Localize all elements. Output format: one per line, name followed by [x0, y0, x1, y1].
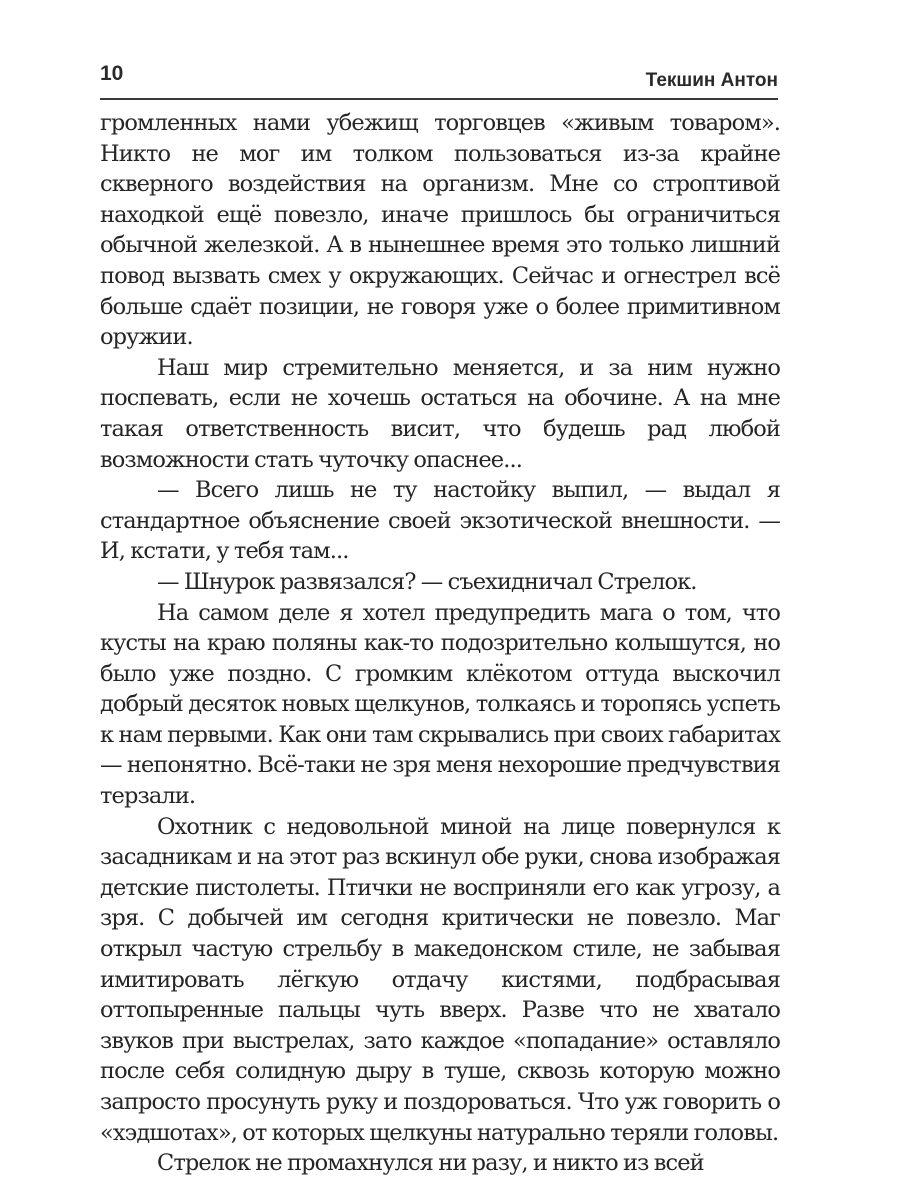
body-text: [100, 108, 780, 1179]
paragraph: громленных нами убежищ торговцев «живым товаром». Никто не мог им толком пользоваться из-за крайне скверного воздействия на организм. Мне со строптивой находкой ещё повезло, иначе пришлось бы ограничиться обычной железкой. А в нынешнее время это только лишний повод вызвать смех у окружающих. Сейчас и огнестрел всё больше сдаёт позиции, не говоря уже о более примитивном оружии.: [100, 110, 780, 351]
paragraph: Наш мир стремительно меняется, и за ним нужно поспевать, если не хочешь остаться на обочине. А на мне такая ответственность висит, что будешь рад любой возможности стать чуточку опаснее...: [100, 354, 780, 473]
paragraph: — Шнурок развязался? — съехидничал Стрелок.: [157, 568, 697, 595]
running-title: Текшин Антон: [645, 70, 778, 91]
paragraph: — Всего лишь не ту настойку выпил, — выдал я стандартное объяснение своей экзотической внешности. — И, кстати, у тебя там...: [100, 477, 780, 565]
paragraph: Охотник с недовольной миной на лице повернулся к засадникам и на этот раз вскинул обе руки, снова изображая детские пистолеты. Птички не восприняли его как угрозу, а зря. С добычей им сегодня критически не повезло. Маг открыл частую стрельбу в македонском стиле, не забывая имитировать лёгкую отдачу кистями, подбрасывая оттопыренные пальцы чуть вверх. Разве что не хватало звуков при выстрелах, зато каждое «попадание» оставляло после себя солидную дыру в туше, сквозь которую можно запросто просунуть руку и поздороваться. Что уж говорить о «хэдшотах», от которых щелкуны натурально теряли головы.: [100, 813, 780, 1146]
paragraph: Стрелок не промахнулся ни разу, и никто из всей: [157, 1150, 704, 1177]
page-header: [100, 60, 778, 100]
paragraph: На самом деле я хотел предупредить мага о том, что кусты на краю поляны как-то подозрительно колышутся, но было уже поздно. С громким клёкотом оттуда выскочил добрый десяток новых щелкунов, толкаясь и торопясь успеть к нам первыми. Как они там скрывались при своих габаритах — непонятно. Всё-таки не зря меня нехорошие предчувствия терзали.: [100, 599, 780, 810]
page-number: 10: [100, 62, 124, 85]
